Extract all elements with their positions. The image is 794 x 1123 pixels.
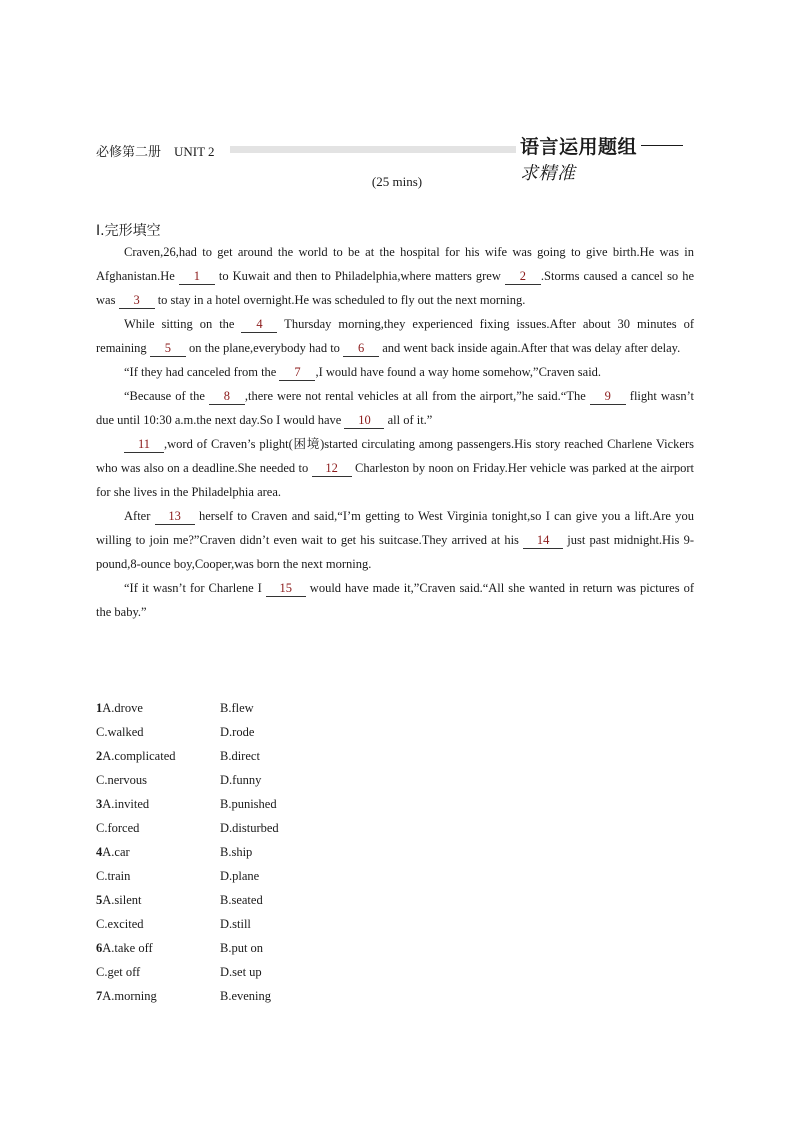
blank-13: 13 [155,508,195,525]
question-number: 2 [96,749,103,763]
passage-text: Thursday morning,they experienced fixing issues.After about 30 minutes of remaining [96,317,694,355]
option-row [96,984,396,1008]
answer-options [96,696,396,1008]
passage-text: herself to Craven and said,“I’m getting to West Virginia tonight,so I can give you a lift.Are you willing to join me?”Craven didn’t even wait to get his suitcase.They arrived at his [96,509,694,547]
blank-7: 7 [279,364,315,381]
option-c: C.excited [96,917,144,931]
blank-11: 11 [124,436,164,453]
option-row [96,816,396,840]
option-d: D.set up [220,965,262,979]
option-row [96,840,396,864]
option-a-text: A.take off [102,941,153,955]
question-number: 3 [96,797,103,811]
option-row [96,720,396,744]
title-dash [641,145,683,146]
option-row [96,744,396,768]
passage-text: “If it wasn’t for Charlene I [124,581,266,595]
option-a [96,792,220,816]
paragraph [96,240,694,312]
option-row [96,888,396,912]
option-row [96,936,396,960]
question-number: 7 [96,989,103,1003]
option-a [96,696,220,720]
option-a [96,984,220,1008]
blank-5: 5 [150,340,186,357]
passage-text: on the plane,everybody had to [185,341,344,355]
option-row [96,864,396,888]
option-c: C.forced [96,821,140,835]
paragraph [96,384,694,432]
option-row [96,960,396,984]
question-number: 4 [96,845,103,859]
option-a [96,888,220,912]
passage-text: After [124,509,155,523]
blank-2: 2 [505,268,541,285]
passage-text: Craven,26,had to get around the world to be at the hospital for his wife was going to give birth.He was in Afghanistan.He [96,245,694,283]
passage-text: .Storms caused a cancel so he was [96,269,695,307]
passage-text: ,I would have found a way home somehow,”Craven said. [315,365,602,379]
option-b: B.put on [220,941,264,955]
option-c: C.walked [96,725,144,739]
passage-text: “Because of the [124,389,209,403]
option-a [96,936,220,960]
passage-text: to stay in a hotel overnight.He was scheduled to fly out the next morning. [154,293,526,307]
section-heading: Ⅰ.完形填空 [96,223,161,239]
option-b: B.seated [220,893,263,907]
option-d: D.still [220,917,251,931]
option-row [96,792,396,816]
passage-text: ,there were not rental vehicles at all from the airport,”he said.“The [244,389,590,403]
passage-text: just past midnight.His 9-pound,8-ounce boy,Cooper,was born the next morning. [96,533,694,571]
option-row [96,912,396,936]
paragraph [96,576,694,624]
blank-12: 12 [312,460,352,477]
paragraph [96,432,694,504]
option-a [96,744,220,768]
passage-text: and went back inside again.After that was delay after delay. [379,341,681,355]
passage-text: ,word of Craven’s plight(困境)started circulating among passengers.His story reached Charlene Vickers who was also on a deadline.She needed to [96,437,694,475]
option-a-text: A.drove [102,701,143,715]
paragraph [96,312,694,360]
option-b: B.flew [220,701,254,715]
blank-14: 14 [523,532,563,549]
blank-9: 9 [590,388,626,405]
paragraph [96,360,694,384]
option-b: B.direct [220,749,260,763]
option-a-text: A.morning [102,989,157,1003]
option-d: D.funny [220,773,262,787]
paragraph [96,504,694,576]
option-b: B.punished [220,797,277,811]
question-number: 5 [96,893,103,907]
option-row [96,696,396,720]
blank-3: 3 [119,292,155,309]
time-limit: (25 mins) [371,174,423,189]
option-c: C.get off [96,965,141,979]
option-a-text: A.complicated [102,749,176,763]
blank-10: 10 [344,412,384,429]
passage-text: “If they had canceled from the [124,365,280,379]
option-a-text: A.silent [102,893,142,907]
passage-text: While sitting on the [124,317,242,331]
book-unit-label: 必修第二册 UNIT 2 [96,144,215,159]
option-c: C.train [96,869,131,883]
blank-4: 4 [241,316,277,333]
option-b: B.evening [220,989,272,1003]
option-a-text: A.car [102,845,130,859]
option-d: D.plane [220,869,260,883]
option-d: D.rode [220,725,255,739]
question-number: 6 [96,941,103,955]
passage-text: to Kuwait and then to Philadelphia,where matters grew [214,269,505,283]
blank-8: 8 [209,388,245,405]
passage-text: would have made it,”Craven said.“All she wanted in return was pictures of the baby.” [96,581,694,619]
blank-15: 15 [266,580,306,597]
option-row [96,768,396,792]
question-number: 1 [96,701,103,715]
blank-1: 1 [179,268,215,285]
title-sub: 求精准 [520,163,576,184]
title-main: 语言运用题组 [520,136,638,158]
passage-text: Charleston by noon on Friday.Her vehicle was parked at the airport for she lives in the Philadelphia area. [96,461,695,499]
blank-6: 6 [343,340,379,357]
header-divider-bar [230,146,516,153]
option-a [96,840,220,864]
option-d: D.disturbed [220,821,279,835]
option-a-text: A.invited [102,797,150,811]
cloze-passage [96,240,694,624]
passage-text: all of it.” [384,413,433,427]
option-c: C.nervous [96,773,148,787]
passage-text: flight wasn’t due until 10:30 a.m.the next day.So I would have [96,389,694,427]
option-b: B.ship [220,845,253,859]
